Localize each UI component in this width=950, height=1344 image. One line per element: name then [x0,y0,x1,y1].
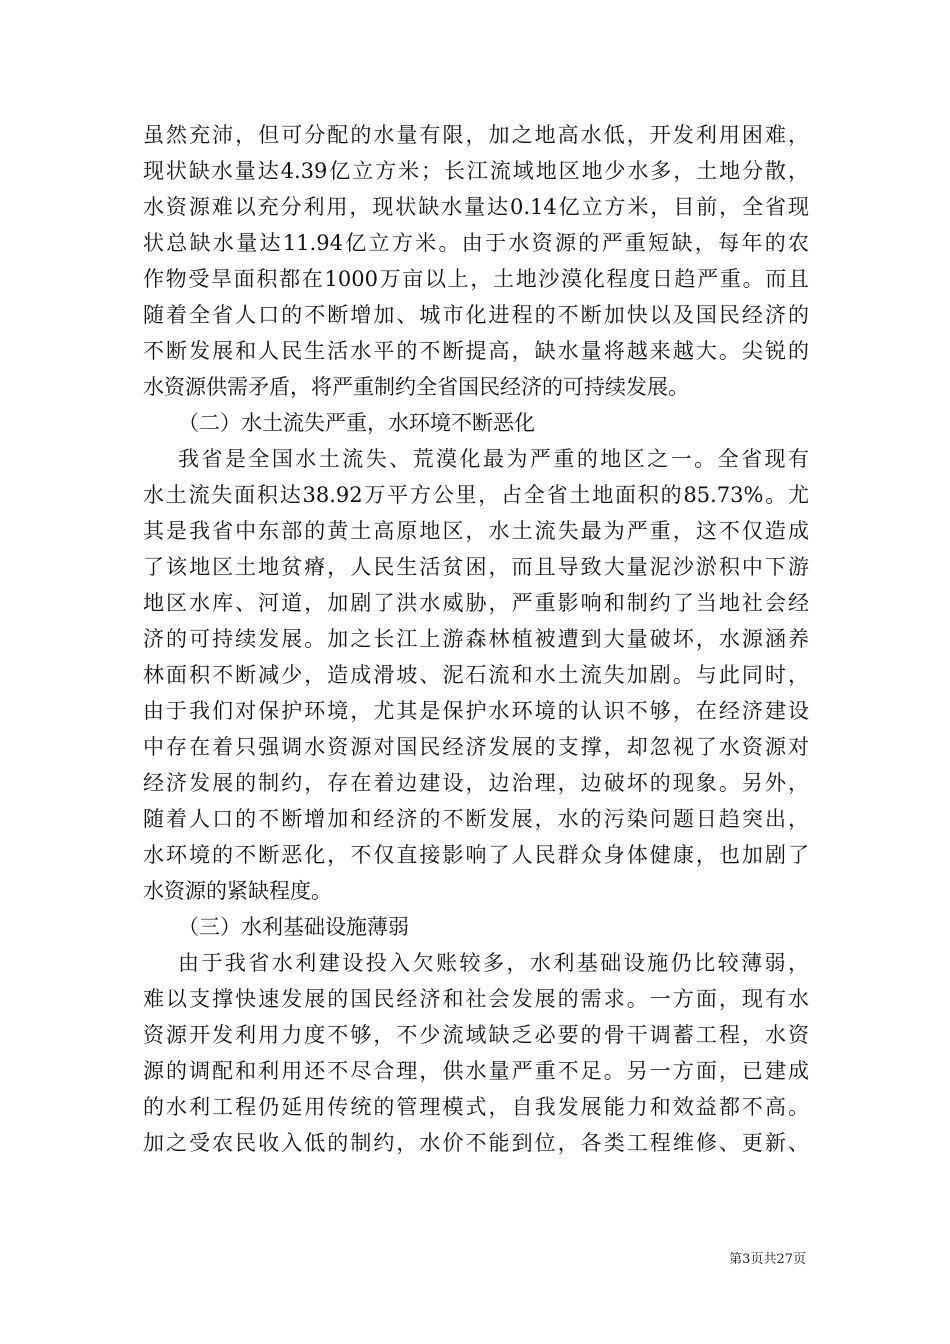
text-line: 水资源难以充分利用，现状缺水量达0.14亿立方米，目前，全省现 [143,195,809,219]
text-line: 源的调配和利用还不尽合理，供水量严重不足。另一方面，已建成 [143,1059,809,1083]
text-line: 状总缺水量达11.94亿立方米。由于水资源的严重短缺，每年的农 [143,231,809,255]
text-line: 随着全省人口的不断增加、城市化进程的不断加快以及国民经济的 [143,303,809,327]
text-line: 的水利工程仍延用传统的管理模式，自我发展能力和效益都不高。 [143,1095,809,1119]
text-line: 林面积不断减少，造成滑坡、泥石流和水土流失加剧。与此同时， [143,663,809,687]
text-line: 由于我们对保护环境，尤其是保护水环境的认识不够，在经济建设 [143,699,809,723]
text-line: 水资源供需矛盾，将严重制约全省国民经济的可持续发展。 [143,375,689,399]
text-line: 我省是全国水土流失、荒漠化最为严重的地区之一。全省现有 [178,447,809,471]
text-line: （二）水土流失严重，水环境不断恶化 [178,411,535,435]
text-line: 难以支撑快速发展的国民经济和社会发展的需求。一方面，现有水 [143,987,809,1011]
text-line: 地区水库、河道，加剧了洪水威胁，严重影响和制约了当地社会经 [143,591,809,615]
text-line: 不断发展和人民生活水平的不断提高，缺水量将越来越大。尖锐的 [143,339,809,363]
text-line: 其是我省中东部的黄土高原地区，水土流失最为严重，这不仅造成 [143,519,809,543]
text-line: 虽然充沛，但可分配的水量有限，加之地高水低，开发利用困难， [143,123,809,147]
text-line: 由于我省水利建设投入欠账较多，水利基础设施仍比较薄弱， [178,951,809,975]
text-line: 加之受农民收入低的制约，水价不能到位，各类工程维修、更新、 [143,1131,809,1155]
text-line: 现状缺水量达4.39亿立方米；长江流域地区地少水多，土地分散， [143,159,809,183]
section-heading [143,405,809,441]
text-line: 作物受旱面积都在1000万亩以上，土地沙漠化程度日趋严重。而且 [143,267,809,291]
text-line: 随着人口的不断增加和经济的不断发展，水的污染问题日趋突出， [143,807,809,831]
paragraph [143,441,809,909]
paragraph [143,945,809,1161]
text-line: 经济发展的制约，存在着边建设，边治理，边破坏的现象。另外， [143,771,809,795]
section-heading [143,909,809,945]
text-line: 水环境的不断恶化，不仅直接影响了人民群众身体健康，也加剧了 [143,843,809,867]
document-body [143,117,809,1161]
page-number: 第3页共27页 [729,1252,806,1267]
text-line: 水资源的紧缺程度。 [143,879,332,903]
text-line: 水土流失面积达38.92万平方公里，占全省土地面积的85.73%。尤 [143,483,809,507]
text-line: 中存在着只强调水资源对国民经济发展的支撑，却忽视了水资源对 [143,735,809,759]
text-line: 济的可持续发展。加之长江上游森林植被遭到大量破坏，水源涵养 [143,627,809,651]
text-line: （三）水利基础设施薄弱 [178,915,409,939]
text-line: 了该地区土地贫瘠，人民生活贫困，而且导致大量泥沙淤积中下游 [143,555,809,579]
text-line: 资源开发利用力度不够，不少流域缺乏必要的骨干调蓄工程，水资 [143,1023,809,1047]
paragraph [143,117,809,405]
